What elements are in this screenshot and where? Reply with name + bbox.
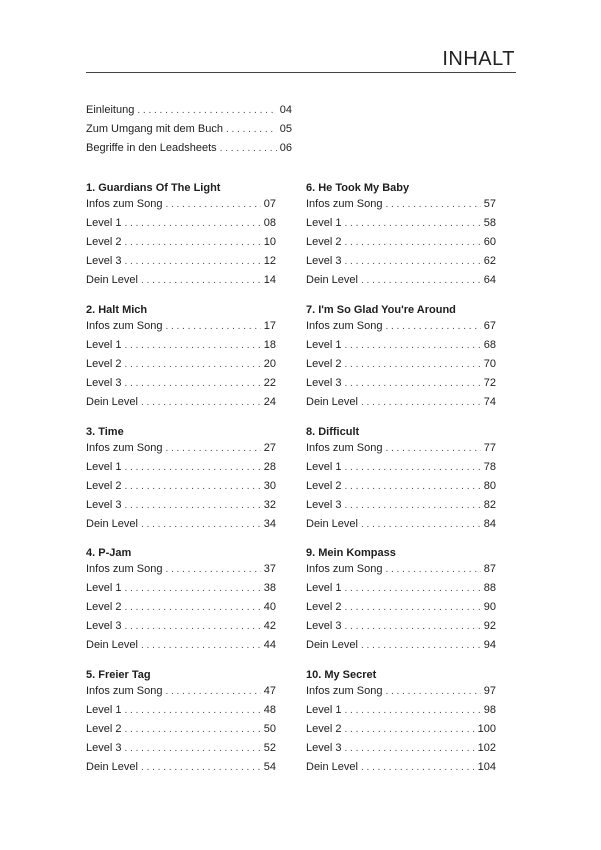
dot-leader [124,378,260,389]
song-section [306,544,496,658]
toc-entry[interactable] [306,480,496,499]
toc-entry-label: Zum Umgang mit dem Buch [86,123,223,135]
toc-entry-page: 92 [483,620,496,632]
toc-entry-label: Level 2 [306,480,342,492]
toc-entry-label: Level 1 [306,582,342,594]
dot-leader [361,762,475,773]
toc-entry-page: 77 [483,442,496,454]
dot-leader [124,583,260,594]
dot-leader [344,237,480,248]
toc-entry-page: 52 [263,742,276,754]
toc-entry[interactable] [86,274,276,293]
toc-entry[interactable] [86,396,276,415]
dot-leader [124,237,260,248]
dot-leader [385,443,480,454]
dot-leader [344,256,480,267]
toc-entry[interactable] [306,358,496,377]
song-title[interactable]: 1. Guardians Of The Light [86,182,221,194]
toc-entry[interactable] [306,198,496,217]
toc-entry-label: Infos zum Song [306,685,383,697]
toc-entry-label: Dein Level [306,274,358,286]
toc-entry-label: Level 3 [306,742,342,754]
dot-leader [385,564,480,575]
toc-entry-page: 88 [483,582,496,594]
toc-entry-label: Level 1 [306,704,342,716]
dot-leader [137,105,276,116]
toc-entry-page: 50 [263,723,276,735]
page-title: INHALT [442,48,515,70]
toc-entry-label: Infos zum Song [86,198,163,210]
toc-entry[interactable] [306,601,496,620]
toc-entry-page: 32 [263,499,276,511]
toc-entry[interactable] [306,723,496,742]
song-title[interactable]: 5. Freier Tag [86,669,151,681]
song-section [306,666,496,780]
dot-leader [385,686,480,697]
toc-entry[interactable] [86,518,276,537]
toc-entry-page: 47 [263,685,276,697]
dot-leader [344,359,480,370]
toc-entry-page: 104 [477,761,496,773]
dot-leader [344,602,480,613]
dot-leader [141,640,261,651]
toc-entry-page: 87 [483,563,496,575]
song-section [306,301,496,415]
toc-entry-label: Dein Level [306,396,358,408]
toc-entry-page: 67 [483,320,496,332]
toc-entry[interactable] [306,563,496,582]
dot-leader [344,724,474,735]
dot-leader [124,462,260,473]
toc-entry-label: Infos zum Song [306,442,383,454]
toc-entry-page: 57 [483,198,496,210]
toc-entry-page: 04 [279,104,292,116]
toc-entry[interactable] [86,198,276,217]
toc-entry[interactable] [86,742,276,761]
toc-entry[interactable] [86,236,276,255]
toc-entry[interactable] [86,601,276,620]
toc-entry-label: Level 1 [86,217,122,229]
toc-entry[interactable] [306,742,496,761]
dot-leader [165,564,260,575]
toc-entry[interactable] [306,320,496,339]
toc-entry[interactable] [306,518,496,537]
toc-entry-label: Infos zum Song [86,320,163,332]
toc-entry-label: Dein Level [86,639,138,651]
song-title[interactable]: 4. P-Jam [86,547,132,559]
toc-entry[interactable] [86,377,276,396]
toc-entry[interactable] [306,620,496,639]
toc-entry-page: 90 [483,601,496,613]
toc-entry-page: 37 [263,563,276,575]
toc-entry-label: Infos zum Song [86,563,163,575]
toc-entry-page: 06 [279,142,292,154]
toc-entry[interactable] [86,442,276,461]
toc-entry-label: Level 2 [306,723,342,735]
dot-leader [226,124,277,135]
toc-entry-page: 30 [263,480,276,492]
dot-leader [124,359,260,370]
toc-entry-label: Level 3 [86,620,122,632]
toc-entry-page: 22 [263,377,276,389]
toc-entry-label: Level 3 [306,499,342,511]
song-title[interactable]: 8. Difficult [306,426,360,438]
dot-leader [165,443,260,454]
toc-entry[interactable] [86,339,276,358]
toc-entry-page: 05 [279,123,292,135]
toc-entry-label: Infos zum Song [306,198,383,210]
toc-entry[interactable] [306,461,496,480]
dot-leader [124,621,260,632]
dot-leader [141,275,261,286]
toc-entry-label: Level 1 [86,339,122,351]
song-title[interactable]: 2. Halt Mich [86,304,148,316]
dot-leader [344,743,474,754]
toc-entry[interactable] [86,480,276,499]
toc-entry-page: 68 [483,339,496,351]
toc-entry-page: 10 [263,236,276,248]
dot-leader [165,199,260,210]
toc-entry-label: Level 2 [306,358,342,370]
song-section [86,301,276,415]
toc-entry-begriffe[interactable] [86,142,292,161]
song-title[interactable]: 9. Mein Kompass [306,547,396,559]
toc-entry[interactable] [86,620,276,639]
dot-leader [344,621,480,632]
toc-entry-label: Level 2 [86,358,122,370]
toc-entry-label: Dein Level [306,639,358,651]
toc-entry-label: Level 3 [86,742,122,754]
toc-entry-label: Begriffe in den Leadsheets [86,142,217,154]
toc-entry-page: 100 [477,723,496,735]
song-section [86,544,276,658]
toc-entry-label: Level 1 [306,461,342,473]
dot-leader [344,462,480,473]
dot-leader [124,500,260,511]
toc-entry-page: 74 [483,396,496,408]
toc-entry[interactable] [306,274,496,293]
toc-entry-page: 62 [483,255,496,267]
toc-entry-page: 94 [483,639,496,651]
toc-entry-page: 72 [483,377,496,389]
toc-entry-label: Dein Level [86,518,138,530]
song-section [306,179,496,293]
toc-entry[interactable] [86,255,276,274]
dot-leader [141,397,261,408]
dot-leader [124,340,260,351]
toc-entry[interactable] [306,339,496,358]
toc-entry[interactable] [86,685,276,704]
toc-entry-page: 24 [263,396,276,408]
toc-entry-page: 84 [483,518,496,530]
toc-entry[interactable] [306,761,496,780]
dot-leader [165,686,260,697]
toc-entry-page: 12 [263,255,276,267]
toc-entry-page: 28 [263,461,276,473]
toc-entry[interactable] [86,217,276,236]
toc-entry[interactable] [86,639,276,658]
toc-entry-label: Dein Level [86,761,138,773]
toc-entry[interactable] [86,358,276,377]
toc-entry-page: 54 [263,761,276,773]
song-section [86,423,276,537]
toc-entry-label: Dein Level [86,396,138,408]
toc-entry-label: Level 3 [306,377,342,389]
toc-entry[interactable] [306,255,496,274]
song-title[interactable]: 7. I'm So Glad You're Around [306,304,456,316]
toc-entry-page: 60 [483,236,496,248]
toc-entry-page: 34 [263,518,276,530]
toc-entry-label: Dein Level [86,274,138,286]
toc-entry-label: Level 1 [86,704,122,716]
toc-entry-label: Level 2 [306,236,342,248]
dot-leader [344,583,480,594]
toc-entry-label: Level 3 [306,620,342,632]
toc-entry-einleitung[interactable] [86,104,292,123]
toc-entry-page: 44 [263,639,276,651]
dot-leader [344,340,480,351]
toc-entry-page: 64 [483,274,496,286]
toc-entry-label: Infos zum Song [306,320,383,332]
toc-entry-page: 97 [483,685,496,697]
toc-entry[interactable] [306,377,496,396]
toc-entry[interactable] [86,461,276,480]
toc-entry-label: Dein Level [306,518,358,530]
toc-entry-page: 17 [263,320,276,332]
dot-leader [141,519,261,530]
toc-entry[interactable] [86,761,276,780]
toc-entry-page: 18 [263,339,276,351]
toc-entry[interactable] [86,582,276,601]
song-title[interactable]: 3. Time [86,426,124,438]
dot-leader [344,481,480,492]
toc-entry[interactable] [86,704,276,723]
dot-leader [344,378,480,389]
toc-entry-page: 80 [483,480,496,492]
toc-entry[interactable] [306,639,496,658]
toc-entry-page: 07 [263,198,276,210]
toc-entry-label: Level 2 [86,236,122,248]
intro-section [86,104,292,161]
dot-leader [385,321,480,332]
dot-leader [124,743,260,754]
toc-entry-page: 102 [477,742,496,754]
toc-entry-page: 20 [263,358,276,370]
dot-leader [124,481,260,492]
dot-leader [165,321,260,332]
toc-entry[interactable] [86,723,276,742]
toc-entry-page: 40 [263,601,276,613]
dot-leader [124,705,260,716]
toc-entry-label: Infos zum Song [306,563,383,575]
toc-entry-page: 27 [263,442,276,454]
toc-entry[interactable] [306,442,496,461]
song-title[interactable]: 10. My Secret [306,669,377,681]
toc-entry-label: Level 3 [86,255,122,267]
toc-entry-page: 08 [263,217,276,229]
toc-entry-label: Level 2 [86,601,122,613]
toc-entry-label: Level 2 [86,480,122,492]
title-divider [86,72,516,73]
toc-entry-label: Einleitung [86,104,135,116]
dot-leader [220,143,277,154]
toc-entry[interactable] [306,704,496,723]
dot-leader [344,500,480,511]
dot-leader [385,199,480,210]
toc-entry-page: 70 [483,358,496,370]
toc-entry-label: Infos zum Song [86,685,163,697]
toc-entry-page: 98 [483,704,496,716]
song-title[interactable]: 6. He Took My Baby [306,182,410,194]
toc-entry[interactable] [306,685,496,704]
dot-leader [124,218,260,229]
dot-leader [344,705,480,716]
toc-entry-page: 42 [263,620,276,632]
toc-entry-label: Level 2 [306,601,342,613]
toc-entry-label: Level 1 [306,339,342,351]
dot-leader [141,762,261,773]
toc-entry-label: Infos zum Song [86,442,163,454]
toc-entry-label: Level 1 [86,461,122,473]
toc-entry-label: Level 1 [306,217,342,229]
dot-leader [361,640,481,651]
toc-entry-page: 82 [483,499,496,511]
toc-entry[interactable] [306,396,496,415]
toc-entry[interactable] [306,499,496,518]
toc-entry-label: Level 3 [306,255,342,267]
toc-entry-label: Level 1 [86,582,122,594]
toc-entry[interactable] [86,499,276,518]
toc-entry-label: Level 3 [86,499,122,511]
dot-leader [124,256,260,267]
toc-entry-label: Dein Level [306,761,358,773]
toc-entry-page: 78 [483,461,496,473]
toc-entry[interactable] [306,582,496,601]
toc-entry[interactable] [306,236,496,255]
dot-leader [361,519,481,530]
toc-entry-page: 48 [263,704,276,716]
song-section [86,179,276,293]
toc-entry-label: Level 2 [86,723,122,735]
toc-entry[interactable] [86,563,276,582]
dot-leader [361,397,481,408]
dot-leader [124,602,260,613]
dot-leader [361,275,481,286]
toc-entry-umgang[interactable] [86,123,292,142]
dot-leader [124,724,260,735]
toc-entry[interactable] [306,217,496,236]
song-section [86,666,276,780]
toc-entry-page: 58 [483,217,496,229]
toc-entry[interactable] [86,320,276,339]
toc-entry-page: 14 [263,274,276,286]
toc-entry-label: Level 3 [86,377,122,389]
song-section [306,423,496,537]
toc-entry-page: 38 [263,582,276,594]
dot-leader [344,218,480,229]
